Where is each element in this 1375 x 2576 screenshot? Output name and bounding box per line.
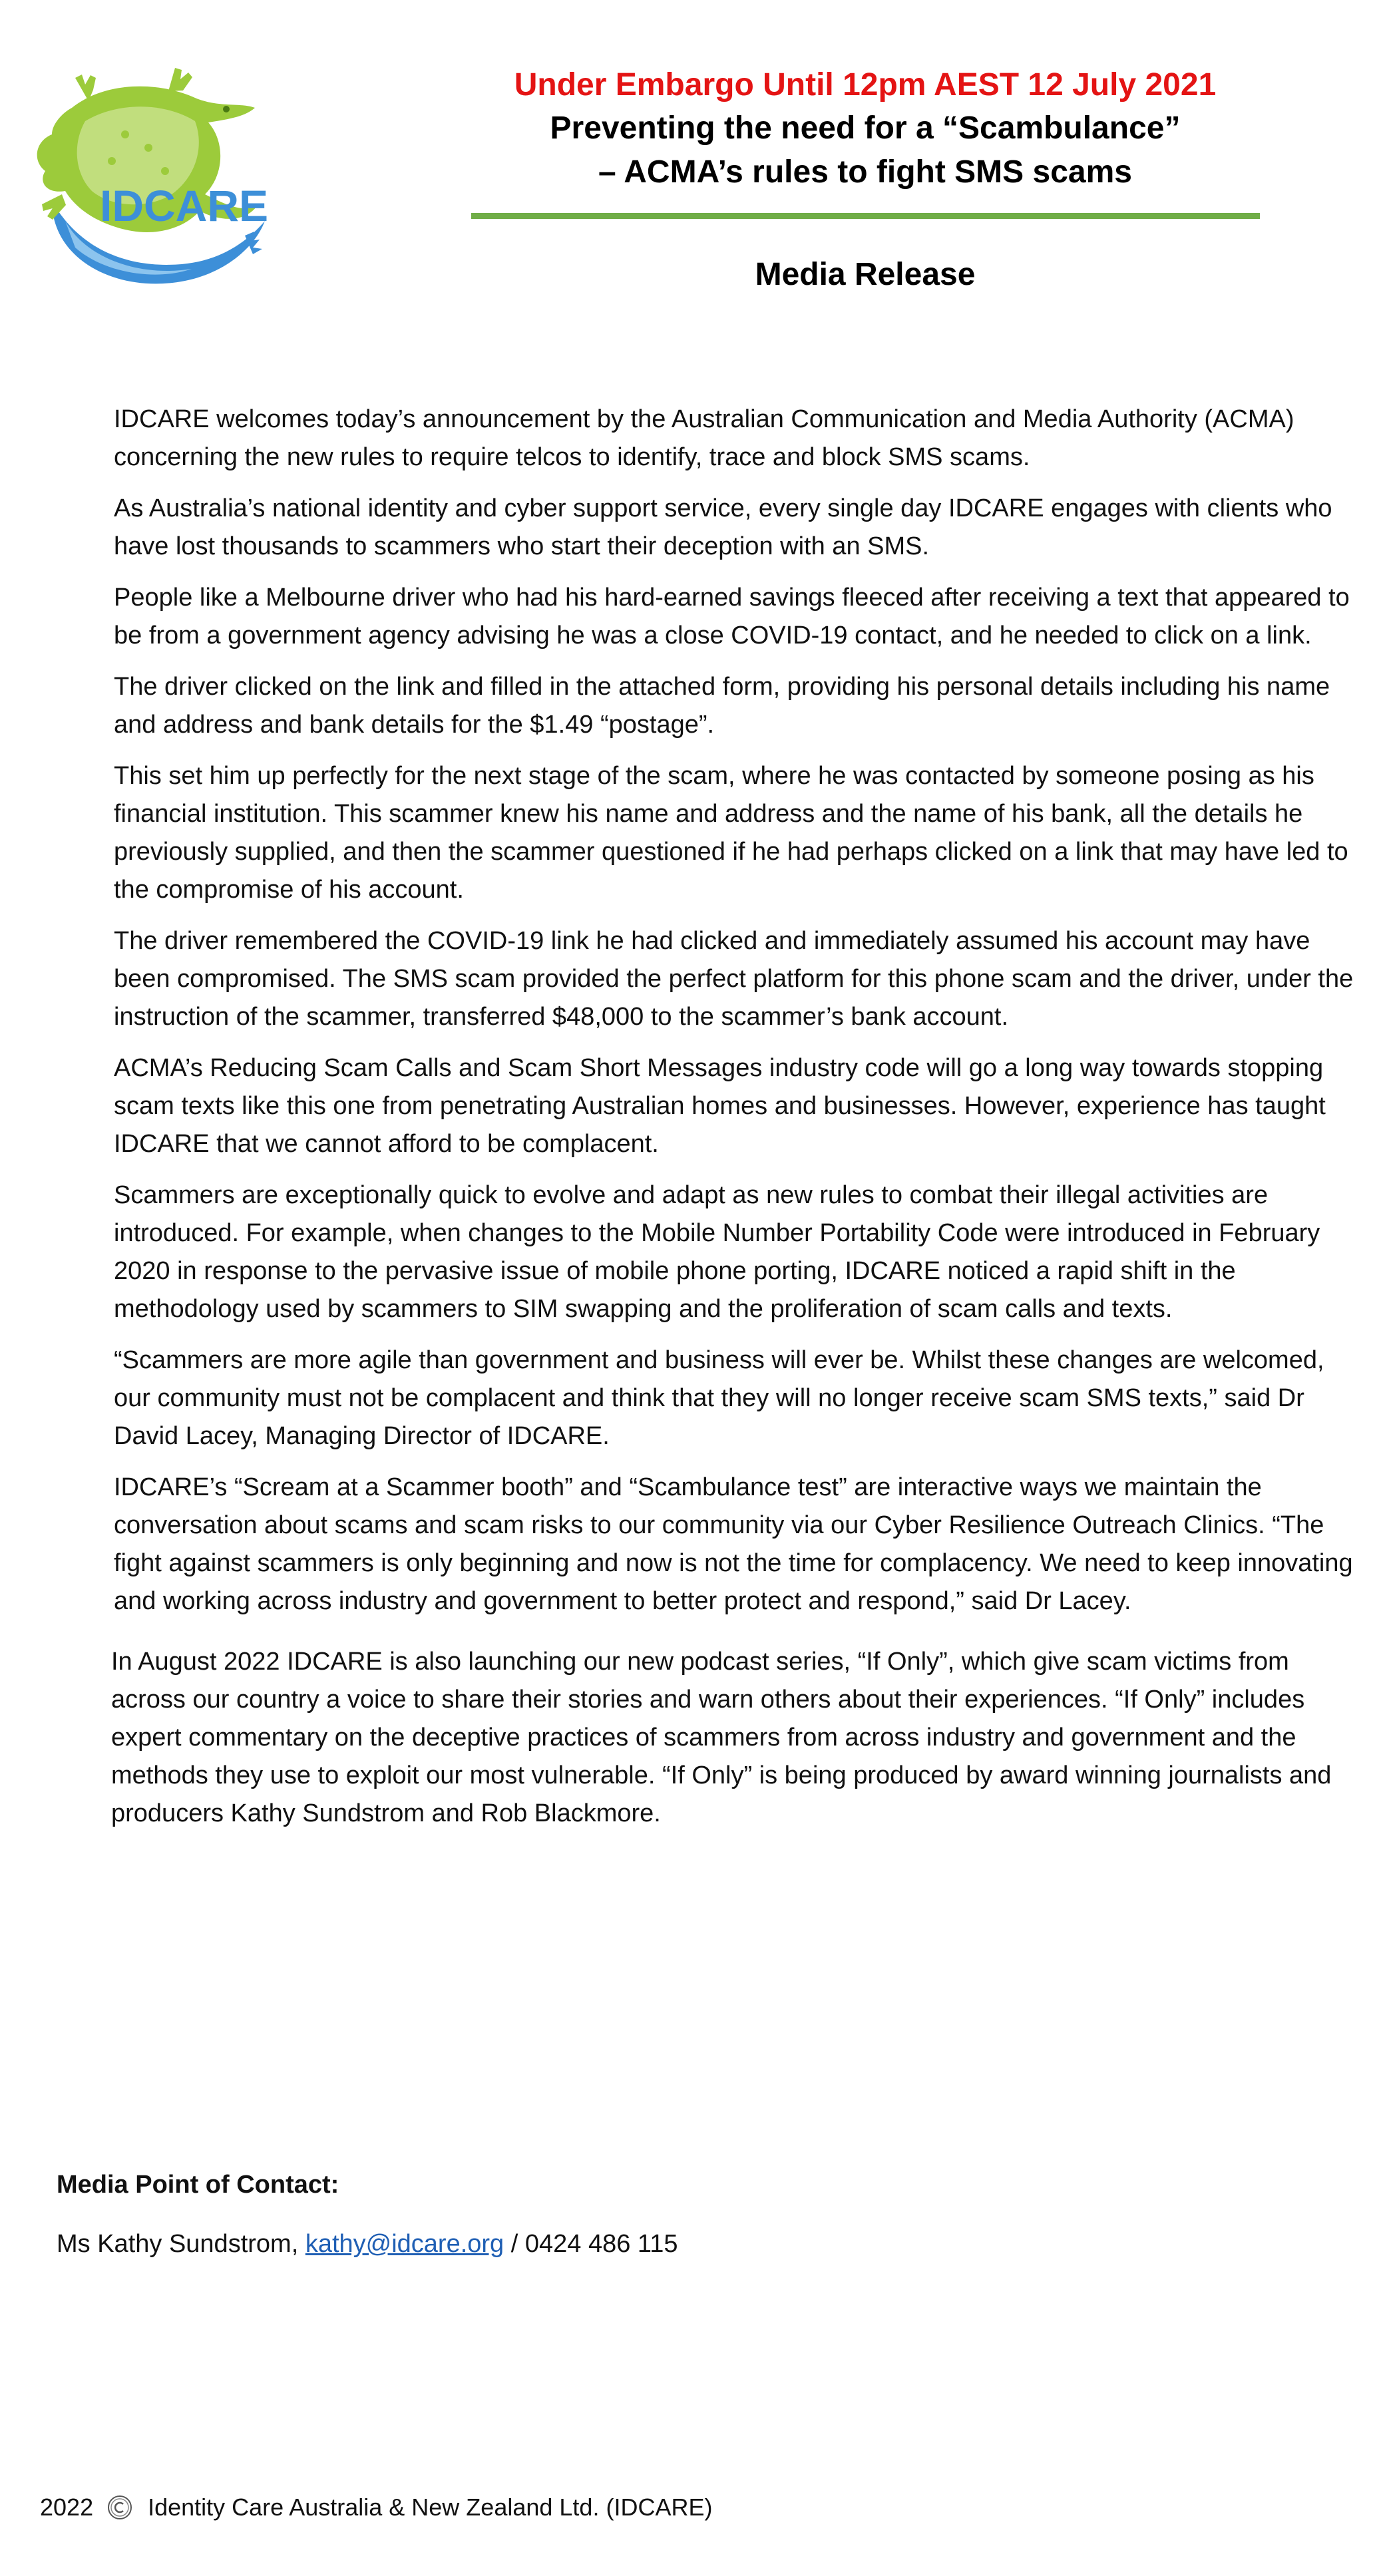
paragraph: This set him up perfectly for the next stage of the scam, where he was contacted by someone posing as his financial institution. This scammer knew his name and address and the name of his bank, all the details he previously supplied, and then the scammer questioned if he had perhaps clicked on a link that may have led to the compromise of his account. [114,762,1348,904]
paragraph: IDCARE’s “Scream at a Scammer booth” and “Scambulance test” are interactive ways we maintain the conversation about scams and scam risks to our community via our Cyber Resilience Outreach Clinics. “The fight against scammers is only beginning and now is not the time for complacency. We need to keep innovating and working across industry and government to better protect and respond,” said Dr Lacey. [114,1473,1353,1615]
contact-heading: Media Point of Contact: [57,2171,339,2199]
contact-phone: / 0424 486 115 [504,2230,678,2258]
media-release-heading: Media Release [755,257,976,292]
paragraph: People like a Melbourne driver who had his hard-earned savings fleeced after receiving a text that appeared to be from a government agency advising he was a close COVID-19 contact, and he needed to click on a link. [114,584,1350,649]
release-body [111,401,1362,1846]
logo-text: IDCARE [100,181,269,230]
footer-org: Identity Care Australia & New Zealand Ltd. (IDCARE) [148,2493,713,2521]
release-title-line-2: – ACMA’s rules to fight SMS scams [598,154,1132,190]
footer-year: 2022 [40,2493,94,2521]
paragraph: “Scammers are more agile than government and business will ever be. Whilst these changes are welcomed, our community must not be complacent and think that they will no longer receive scam SMS texts,” said Dr David Lacey, Managing Director of IDCARE. [114,1346,1324,1450]
idcare-logo [25,61,273,294]
paragraph: Scammers are exceptionally quick to evolve and adapt as new rules to combat their illegal activities are introduced. For example, when changes to the Mobile Number Portability Code were introduced in February 2020 in response to the pervasive issue of mobile phone porting, IDCARE noticed a rapid shift in the methodology used by scammers to SIM swapping and the proliferation of scam calls and texts. [114,1181,1320,1323]
crocodile-logo-icon [25,61,273,294]
contact-email-link[interactable]: kathy@idcare.org [305,2230,504,2258]
page-footer [40,2489,712,2525]
paragraph: The driver remembered the COVID-19 link he had clicked and immediately assumed his account may have been compromised. The SMS scam provided the perfect platform for this phone scam and the driver, under the instruction of the scammer, transferred $48,000 to the scammer’s bank account. [114,927,1354,1031]
paragraph: As Australia’s national identity and cyber support service, every single day IDCARE engages with clients who have lost thousands to scammers who start their deception with an SMS. [114,494,1332,560]
embargo-notice: Under Embargo Until 12pm AEST 12 July 2021 [514,67,1217,102]
header-divider [471,213,1260,219]
contact-name: Ms Kathy Sundstrom, [57,2230,305,2258]
paragraph: IDCARE welcomes today’s announcement by the Australian Communication and Media Authority (ACMA) concerning the new rules to require telcos to identify, trace and block SMS scams. [114,405,1294,471]
media-contact [57,2166,1121,2263]
contact-line [57,2225,1121,2263]
copyright-icon [106,2494,133,2521]
paragraph: ACMA’s Reducing Scam Calls and Scam Short Messages industry code will go a long way towards stopping scam texts like this one from penetrating Australian homes and businesses. However, experience has taught IDCARE that we cannot afford to be complacent. [114,1054,1326,1158]
paragraph: In August 2022 IDCARE is also launching our new podcast series, “If Only”, which give scam victims from across our country a voice to share their stories and warn others about their experiences. “If Only” includes expert commentary on the deceptive practices of scammers from across industry and government and the methods they use to exploit our most vulnerable. “If Only” is being produced by award winning journalists and producers Kathy Sundstrom and Rob Blackmore. [111,1648,1332,1827]
release-title-line-1: Preventing the need for a “Scambulance” [550,110,1181,146]
release-header [466,64,1265,296]
paragraph: The driver clicked on the link and filled in the attached form, providing his personal details including his name and address and bank details for the $1.49 “postage”. [114,673,1330,739]
